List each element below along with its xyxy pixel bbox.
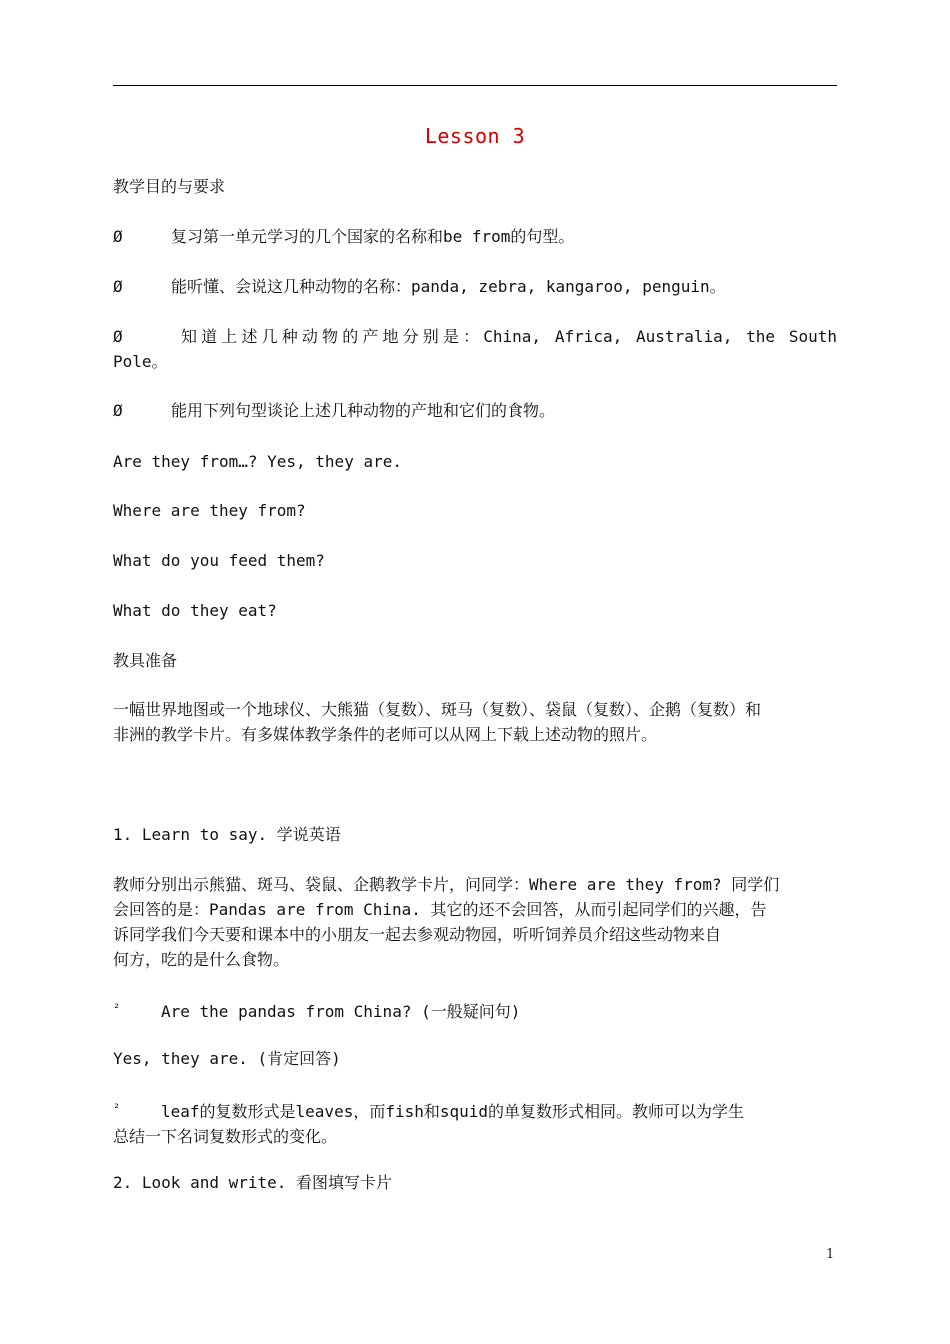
step1-line: 教师分别出示熊猫、斑马、袋鼠、企鹅教学卡片，问同学：Where are they from? 同学们 <box>113 875 780 894</box>
header-rule <box>113 85 837 86</box>
bullet-marker: Ø <box>113 327 123 346</box>
objective-item <box>113 224 837 249</box>
page-number: 1 <box>826 1247 835 1262</box>
objectives-heading: 教学目的与要求 <box>113 177 226 196</box>
step1-line: 何方，吃的是什么食物。 <box>113 950 290 969</box>
materials-line: 一幅世界地图或一个地球仪、大熊猫（复数）、斑马（复数）、袋鼠（复数）、企鹅（复数）和 <box>113 700 762 719</box>
bullet-marker: Ø <box>113 401 123 420</box>
objective-text: 能听懂、会说这几种动物的名称：panda, zebra, kangaroo, penguin。 <box>171 277 726 296</box>
pattern-line: What do you feed them? <box>113 551 325 570</box>
objective-line <box>113 324 837 349</box>
page-title: Lesson 3 <box>424 124 526 148</box>
objective-item <box>113 398 837 423</box>
step1-line: 会回答的是：Pandas are from China. 其它的还不会回答，从而引起同学们的兴趣，告 <box>113 900 767 919</box>
objective-item <box>113 274 837 299</box>
note-text: Are the pandas from China? (一般疑问句) <box>161 1002 521 1021</box>
objective-text: 知道上述几种动物的产地分别是：China, Africa, Australia, the South <box>181 327 837 346</box>
bullet-marker: Ø <box>113 227 123 246</box>
step2-heading: 2. Look and write. 看图填写卡片 <box>113 1173 393 1192</box>
step1-line: 诉同学我们今天要和课本中的小朋友一起去参观动物园，听听饲养员介绍这些动物来自 <box>113 925 722 944</box>
note-marker: ² <box>113 1101 121 1115</box>
materials-line: 非洲的教学卡片。有多媒体教学条件的老师可以从网上下载上述动物的照片。 <box>113 725 658 744</box>
note-text-continued: 总结一下名词复数形式的变化。 <box>113 1127 338 1146</box>
objective-text: 复习第一单元学习的几个国家的名称和be from的句型。 <box>171 227 575 246</box>
pattern-line: Are they from…? Yes, they are. <box>113 452 402 471</box>
note-text: leaf的复数形式是leaves，而fish和squid的单复数形式相同。教师可以为学生 <box>161 1102 745 1121</box>
note-item <box>113 996 837 1024</box>
step1-heading: 1. Learn to say. 学说英语 <box>113 825 341 844</box>
objective-text-continued: Pole。 <box>113 352 168 371</box>
objective-item <box>113 324 837 374</box>
pattern-line: Where are they from? <box>113 501 306 520</box>
materials-heading: 教具准备 <box>113 651 178 670</box>
note-item <box>113 1096 837 1149</box>
objective-text: 能用下列句型谈论上述几种动物的产地和它们的食物。 <box>171 401 556 420</box>
note-answer: Yes, they are. (肯定回答) <box>113 1049 341 1068</box>
bullet-marker: Ø <box>113 277 123 296</box>
pattern-line: What do they eat? <box>113 601 277 620</box>
note-marker: ² <box>113 1001 121 1015</box>
